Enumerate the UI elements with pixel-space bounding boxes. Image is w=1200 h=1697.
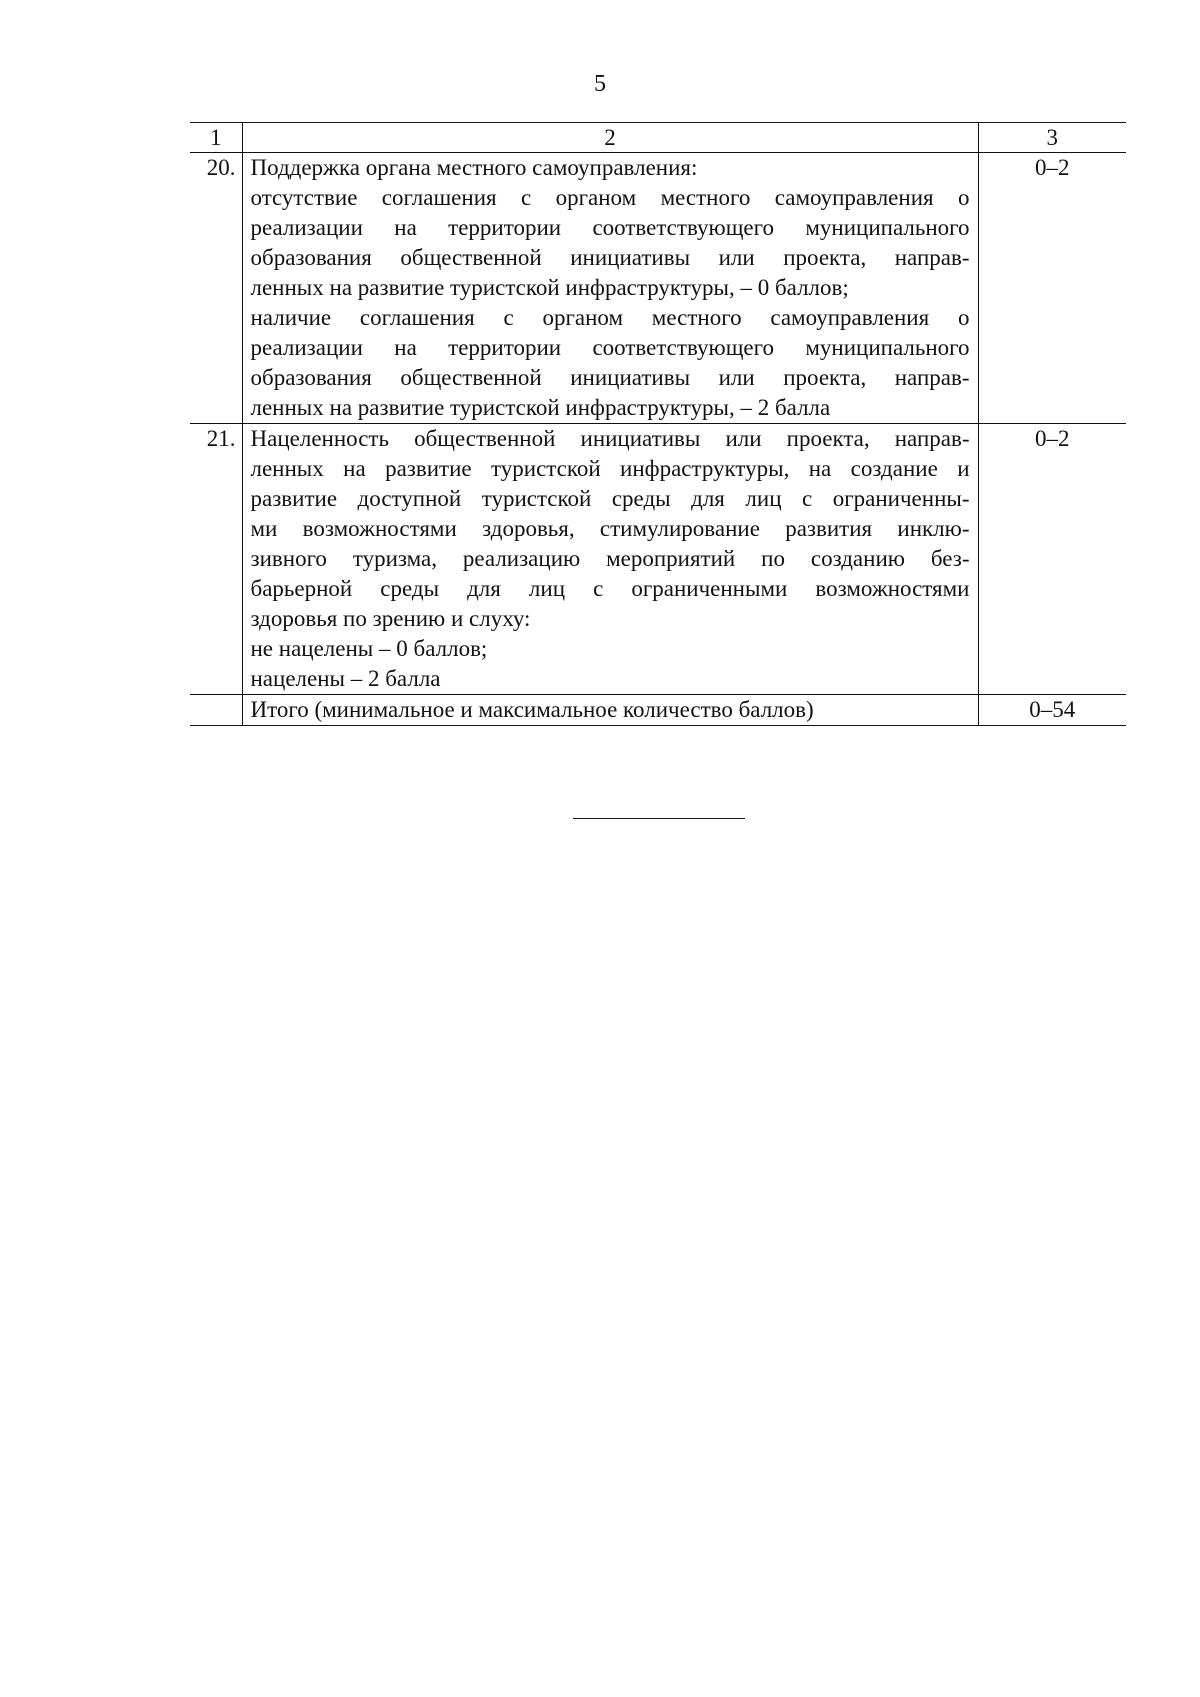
text-line: образования общественной инициативы или проекта, направ- — [250, 245, 970, 270]
table-row — [190, 153, 1126, 424]
text-line: ленных на развитие туристской инфраструктуры, – 0 баллов; — [250, 275, 849, 300]
text-line: Поддержка органа местного самоуправления: — [250, 155, 698, 180]
text-line: ленных на развитие туристской инфраструктуры, на создание и — [250, 456, 970, 481]
criteria-table — [190, 122, 1126, 726]
text-line: наличие соглашения с органом местного самоуправления о — [250, 305, 970, 330]
text-line: отсутствие соглашения с органом местного самоуправления о — [250, 185, 970, 210]
text-line: нацелены – 2 балла — [250, 666, 441, 691]
row-description — [242, 153, 978, 424]
row-description — [242, 424, 978, 695]
text-line: не нацелены – 0 баллов; — [250, 636, 488, 661]
row-score: 0–2 — [978, 424, 1126, 695]
text-line: зивного туризма, реализацию мероприятий по созданию без- — [250, 546, 970, 571]
table-header-row — [190, 123, 1126, 153]
row-number: 20. — [190, 153, 242, 424]
table-total-row — [190, 695, 1126, 726]
text-line: образования общественной инициативы или проекта, направ- — [250, 365, 970, 390]
text-line: реализации на территории соответствующего муниципального — [250, 215, 970, 240]
text-line: здоровья по зрению и слуху: — [250, 606, 531, 631]
table-row — [190, 424, 1126, 695]
total-label — [242, 695, 978, 726]
page-number: 5 — [594, 71, 606, 97]
header-col-3: 3 — [978, 123, 1126, 153]
text-line: Итого (минимальное и максимальное количество баллов) — [250, 697, 814, 722]
text-line: реализации на территории соответствующего муниципального — [250, 335, 970, 360]
row-number: 21. — [190, 424, 242, 695]
text-line: ленных на развитие туристской инфраструктуры, – 2 балла — [250, 395, 831, 420]
text-line: Нацеленность общественной инициативы или проекта, направ- — [250, 426, 970, 451]
row-score: 0–2 — [978, 153, 1126, 424]
end-of-document-rule — [573, 818, 745, 819]
header-col-1: 1 — [190, 123, 242, 153]
total-score: 0–54 — [978, 695, 1126, 726]
text-line: ми возможностями здоровья, стимулирование развития инклю- — [250, 516, 970, 541]
text-line: барьерной среды для лиц с ограниченными возможностями — [250, 576, 970, 601]
text-line: развитие доступной туристской среды для лиц с ограниченны- — [250, 486, 970, 511]
total-number — [190, 695, 242, 726]
header-col-2: 2 — [242, 123, 978, 153]
